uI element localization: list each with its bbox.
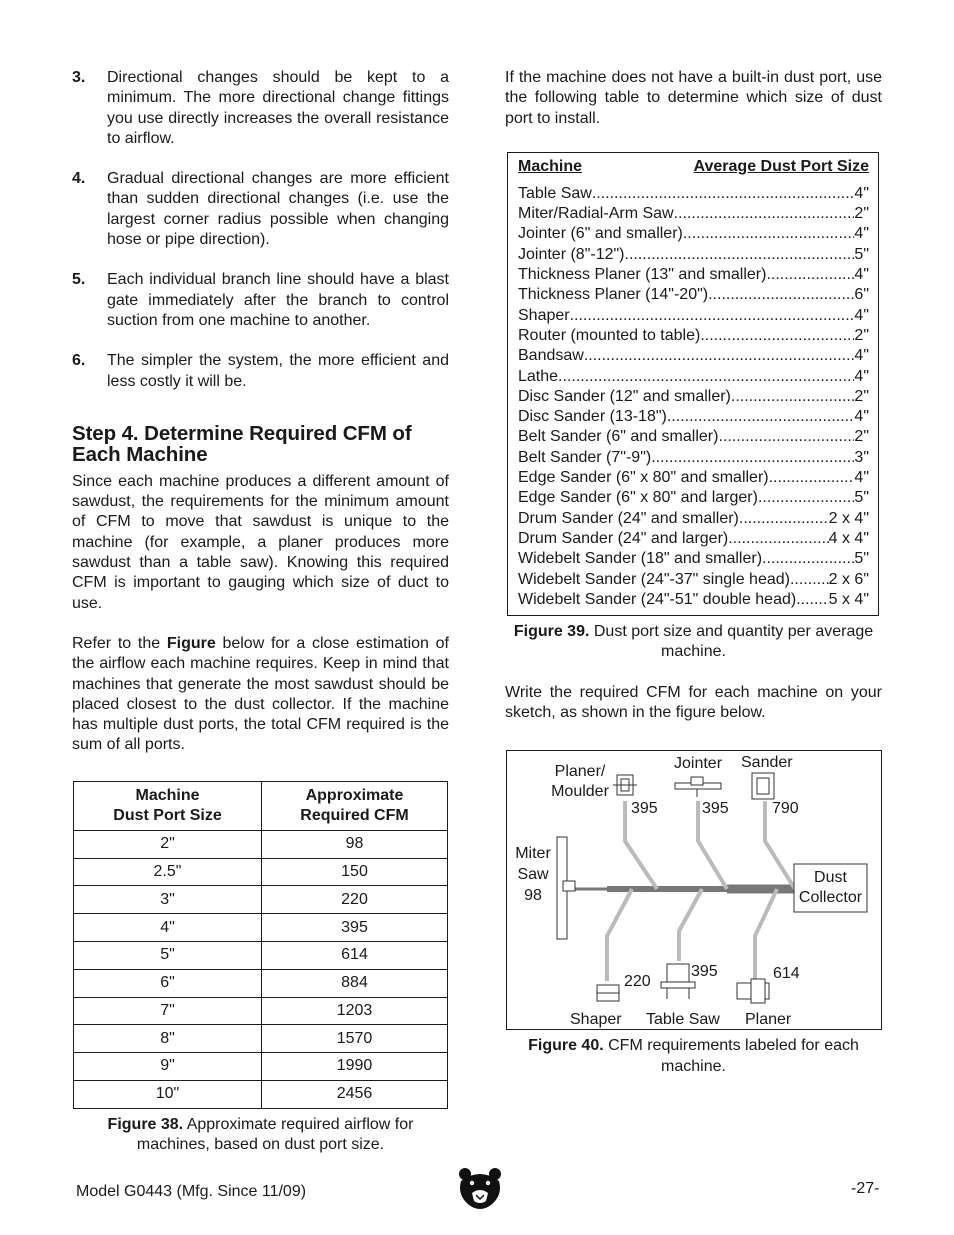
leader-dots — [718, 427, 854, 447]
port-size-cell: 9" — [74, 1053, 262, 1081]
branch-shaper — [607, 889, 632, 981]
leader-dots — [762, 549, 854, 569]
port-size-cell: 6" — [74, 969, 262, 997]
machine-name: Thickness Planer (14"-20") — [518, 286, 709, 304]
left-column — [72, 68, 449, 1155]
table-row — [74, 886, 448, 914]
figure-39-caption: Figure 39. Dust port size and quantity per average machine. — [513, 623, 874, 661]
list-item-number: 6. — [72, 352, 86, 370]
machine-name: Widebelt Sander (24"-37" single head) — [518, 570, 790, 588]
dust-port-row — [518, 184, 869, 204]
leader-dots — [731, 387, 855, 407]
branch-table-saw — [679, 889, 702, 961]
leader-dots — [584, 346, 855, 366]
leader-dots — [667, 407, 855, 427]
port-size-cell: 2" — [74, 830, 262, 858]
sander-icon — [752, 773, 774, 799]
label-sander: Sander — [741, 754, 793, 772]
cfm-diagram — [506, 750, 882, 1030]
leader-dots — [570, 306, 855, 326]
paragraph-sawdust: Since each machine produces a different amount of sawdust, the requirements for the minimum amount of CFM to move that sawdust is unique to the machine (for example, a planer produces more sawdust than a table saw). Knowing this required CFM is important to gauging which size of duct to use. — [72, 472, 449, 612]
list-item — [72, 169, 449, 250]
cfm-cell: 1570 — [262, 1025, 448, 1053]
cfm-planer-moulder: 395 — [631, 800, 658, 818]
table-row — [74, 830, 448, 858]
footer-page-number: -27- — [851, 1180, 880, 1197]
port-size: 4" — [854, 306, 869, 324]
leader-dots — [728, 529, 828, 549]
paragraph-write-cfm: Write the required CFM for each machine on your sketch, as shown in the figure below. — [505, 683, 882, 722]
machine-name: Shaper — [518, 306, 570, 324]
cfm-shaper: 220 — [624, 973, 651, 991]
list-item — [72, 351, 449, 392]
port-size: 2" — [854, 428, 869, 446]
label-dust-collector: Dust Collector — [798, 869, 863, 907]
cfm-jointer: 395 — [702, 800, 729, 818]
cfm-cell: 614 — [262, 941, 448, 969]
label-miter-saw: Miter Saw 98 — [515, 845, 551, 905]
leader-dots — [700, 326, 854, 346]
port-size: 2 x 4" — [828, 509, 869, 527]
cfm-table-header-cfm: Approximate Required CFM — [262, 781, 448, 830]
dust-port-row — [518, 367, 869, 387]
port-size-cell: 8" — [74, 1025, 262, 1053]
dust-port-table — [507, 152, 879, 616]
cfm-cell: 884 — [262, 969, 448, 997]
machine-name: Edge Sander (6" x 80" and larger) — [518, 489, 758, 507]
dust-port-row — [518, 549, 869, 569]
table-row — [74, 1025, 448, 1053]
machine-name: Bandsaw — [518, 347, 584, 365]
list-item-number: 5. — [72, 271, 86, 289]
port-size: 4" — [854, 367, 869, 385]
cfm-sander: 790 — [772, 800, 799, 818]
jointer-icon — [675, 777, 721, 797]
dust-port-row — [518, 224, 869, 244]
dust-port-table-header: Machine Average Dust Port Size — [518, 157, 869, 175]
port-size: 2 x 6" — [828, 570, 869, 588]
dust-port-row — [518, 285, 869, 305]
leader-dots — [758, 488, 854, 508]
machine-name: Disc Sander (12" and smaller) — [518, 387, 731, 405]
figure-40-caption: Figure 40. CFM requirements labeled for each machine. — [528, 1037, 859, 1075]
port-size: 5" — [854, 245, 869, 263]
leader-dots — [766, 265, 854, 285]
label-shaper: Shaper — [570, 1011, 622, 1029]
port-size: 4" — [854, 266, 869, 284]
port-size-cell: 2.5" — [74, 858, 262, 886]
machine-name: Table Saw — [518, 184, 592, 202]
leader-dots — [651, 448, 854, 468]
section-heading: Step 4. Determine Required CFM of Each Machine — [72, 421, 412, 466]
cfm-table-saw: 395 — [691, 963, 718, 981]
cfm-table-header-port-size: Machine Dust Port Size — [74, 781, 262, 830]
machine-name: Disc Sander (13-18") — [518, 408, 667, 426]
list-item-number: 3. — [72, 69, 86, 86]
dust-port-row — [518, 306, 869, 326]
table-row — [74, 914, 448, 942]
cfm-cell: 1203 — [262, 997, 448, 1025]
port-size-cell: 3" — [74, 886, 262, 914]
port-size: 2" — [854, 387, 869, 405]
port-size: 4 x 4" — [828, 529, 869, 547]
port-size-cell: 7" — [74, 997, 262, 1025]
table-row — [74, 858, 448, 886]
table-row — [74, 1053, 448, 1081]
machine-name: Belt Sander (6" and smaller) — [518, 428, 719, 446]
machine-name: Router (mounted to table) — [518, 326, 701, 344]
figure-38-caption: Figure 38. Approximate required airflow for machines, based on dust port size. — [107, 1115, 414, 1153]
port-size: 3" — [854, 448, 869, 466]
cfm-table — [73, 781, 448, 1109]
list-item — [72, 270, 449, 331]
port-size: 6" — [854, 286, 869, 304]
table-row — [74, 1080, 448, 1108]
numbered-list — [72, 68, 449, 392]
machine-name: Jointer (8"-12") — [518, 245, 625, 263]
leader-dots — [739, 509, 829, 529]
dust-port-row — [518, 488, 869, 508]
port-size: 5" — [854, 489, 869, 507]
dust-port-row — [518, 509, 869, 529]
port-size: 2" — [854, 326, 869, 344]
right-column — [505, 68, 882, 1077]
port-size: 2" — [854, 205, 869, 223]
table-row — [74, 969, 448, 997]
shaper-icon — [597, 985, 619, 1001]
machine-name: Thickness Planer (13" and smaller) — [518, 266, 767, 284]
table-saw-icon — [661, 964, 695, 999]
cfm-cell: 150 — [262, 858, 448, 886]
leader-dots — [592, 184, 855, 204]
machine-name: Widebelt Sander (18" and smaller) — [518, 550, 763, 568]
dust-port-row — [518, 529, 869, 549]
table-row — [74, 941, 448, 969]
dust-port-row — [518, 590, 869, 610]
machine-name: Drum Sander (24" and larger) — [518, 529, 729, 547]
dust-port-row — [518, 346, 869, 366]
paragraph-refer: Refer to the Figure below for a close estimation of the airflow each machine requires. Keep in mind that machines that generate the most sawdust should be placed closest to the dust collector. If the machine has multiple dust ports, the total CFM required is the sum of all ports. — [72, 634, 449, 754]
dust-port-row — [518, 468, 869, 488]
dust-port-row — [518, 427, 869, 447]
cfm-cell: 220 — [262, 886, 448, 914]
list-item-text: The simpler the system, the more efficient and less costly it will be. — [107, 352, 449, 390]
dust-port-row — [518, 326, 869, 346]
cfm-cell: 98 — [262, 830, 448, 858]
label-jointer: Jointer — [674, 755, 723, 773]
planer-icon — [737, 979, 769, 1003]
leader-dots — [558, 367, 854, 387]
machine-name: Miter/Radial-Arm Saw — [518, 205, 674, 223]
footer-model: Model G0443 (Mfg. Since 11/09) — [76, 1183, 307, 1200]
port-size-cell: 5" — [74, 941, 262, 969]
machine-name: Widebelt Sander (24"-51" double head) — [518, 590, 797, 608]
leader-dots — [796, 590, 828, 610]
label-table-saw: Table Saw — [646, 1011, 720, 1029]
dust-port-row — [518, 407, 869, 427]
dust-port-row — [518, 570, 869, 590]
cfm-cell: 1990 — [262, 1053, 448, 1081]
leader-dots — [790, 570, 829, 590]
port-size-cell: 10" — [74, 1080, 262, 1108]
leader-dots — [708, 285, 854, 305]
leader-dots — [683, 224, 855, 244]
paragraph-intro: If the machine does not have a built-in dust port, use the following table to determine which size of dust port to install. — [505, 69, 882, 127]
port-size: 4" — [854, 184, 869, 202]
port-size: 4" — [854, 225, 869, 243]
cfm-cell: 2456 — [262, 1080, 448, 1108]
dust-port-row — [518, 448, 869, 468]
port-size: 4" — [854, 347, 869, 365]
port-size: 5" — [854, 550, 869, 568]
label-planer-moulder: Planer/ Moulder — [551, 763, 609, 801]
dust-port-row — [518, 245, 869, 265]
dust-port-row — [518, 387, 869, 407]
planer-moulder-icon — [613, 775, 637, 795]
port-size: 5 x 4" — [828, 590, 869, 608]
list-item-text: Directional changes should be kept to a minimum. The more directional change fittings you use directly increases the overall resistance to airflow. — [107, 69, 449, 147]
list-item — [72, 68, 449, 149]
dust-port-row — [518, 204, 869, 224]
port-size-cell: 4" — [74, 914, 262, 942]
list-item-number: 4. — [72, 170, 86, 188]
cfm-planer: 614 — [773, 965, 800, 983]
cfm-cell: 395 — [262, 914, 448, 942]
list-item-text: Each individual branch line should have a blast gate immediately after the branch to control suction from one machine to another. — [107, 271, 449, 329]
table-row — [74, 997, 448, 1025]
machine-name: Lathe — [518, 367, 559, 385]
list-item-text: Gradual directional changes are more efficient than sudden directional changes (i.e. use the largest corner radius possible when changing hose or pipe direction). — [107, 170, 449, 249]
dust-port-row — [518, 265, 869, 285]
leader-dots — [674, 204, 855, 224]
machine-name: Edge Sander (6" x 80" and smaller) — [518, 469, 769, 487]
leader-dots — [769, 468, 855, 488]
machine-name: Jointer (6" and smaller) — [518, 225, 683, 243]
port-size: 4" — [854, 469, 869, 487]
leader-dots — [625, 245, 855, 265]
machine-name: Belt Sander (7"-9") — [518, 448, 652, 466]
grizzly-bear-head-icon — [457, 1165, 503, 1211]
machine-name: Drum Sander (24" and smaller) — [518, 509, 739, 527]
port-size: 4" — [854, 408, 869, 426]
label-planer: Planer — [745, 1011, 792, 1029]
